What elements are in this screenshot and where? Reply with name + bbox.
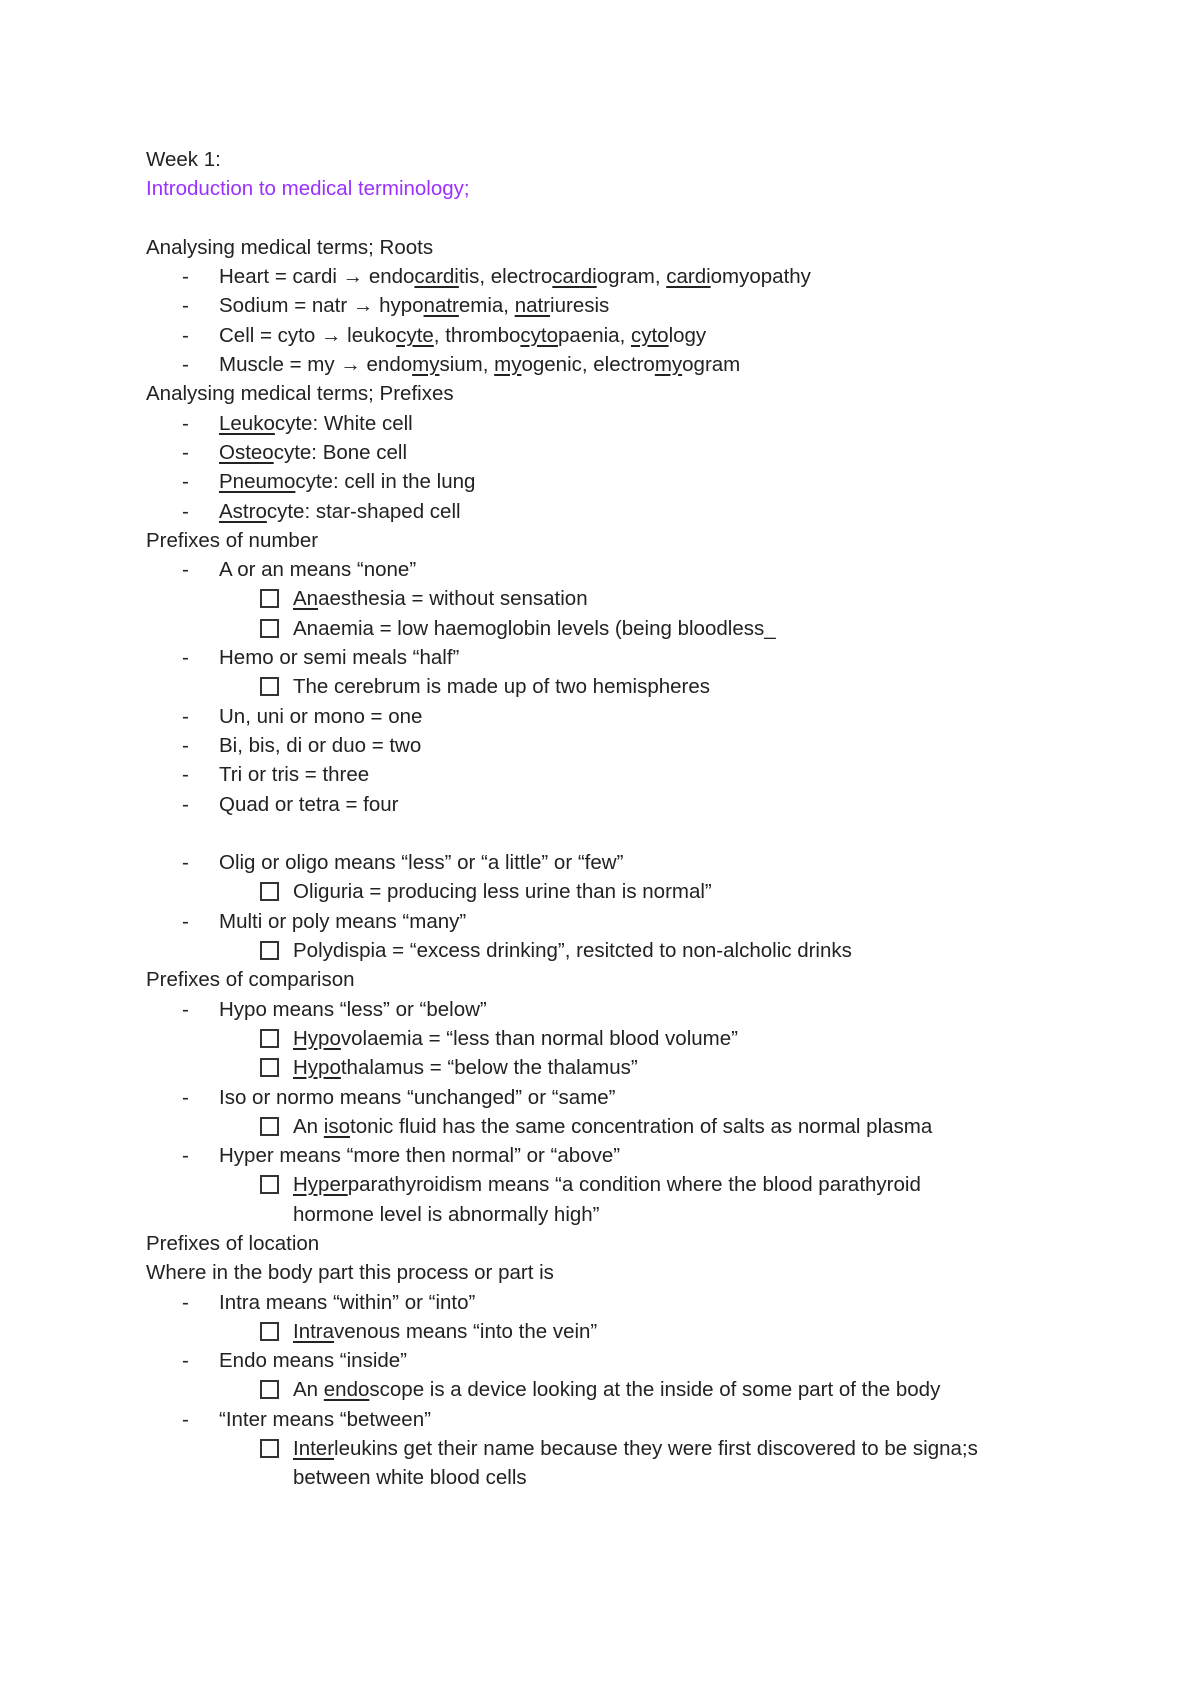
line-text: aesthesia = without sensation bbox=[318, 587, 588, 611]
underlined-term: Pneumo bbox=[219, 470, 296, 494]
checkbox-icon bbox=[260, 1380, 279, 1399]
underlined-term: Leuko bbox=[219, 411, 275, 435]
underlined-term: iso bbox=[323, 1114, 350, 1138]
bullet-item bbox=[146, 995, 1076, 1024]
page-subtitle bbox=[146, 174, 1076, 203]
dash-bullet-icon: - bbox=[182, 733, 189, 757]
line-text: Bi, bis, di or duo = two bbox=[219, 733, 422, 757]
line-text: parathyroidism means “a condition where the blood parathyroid bbox=[347, 1173, 921, 1197]
dash-bullet-icon: - bbox=[182, 353, 189, 377]
line-text: Heart = cardi → endo bbox=[219, 265, 415, 289]
line-text: tis, electro bbox=[458, 265, 553, 289]
dash-bullet-icon: - bbox=[182, 1085, 189, 1109]
checkbox-icon bbox=[260, 1117, 279, 1136]
line-text: paenia, bbox=[558, 323, 631, 347]
bullet-item bbox=[146, 321, 1076, 350]
dash-bullet-icon: - bbox=[182, 411, 189, 435]
line-text: Anaemia = low haemoglobin levels (being bloodless_ bbox=[293, 616, 776, 640]
underlined-term: my bbox=[412, 353, 440, 377]
bullet-item bbox=[146, 409, 1076, 438]
line-text: ogram, bbox=[596, 265, 667, 289]
line-text: Oliguria = producing less urine than is normal” bbox=[293, 880, 712, 904]
dash-bullet-icon: - bbox=[182, 763, 189, 787]
line-text: Where in the body part this process or part is bbox=[146, 1261, 554, 1285]
line-text: Un, uni or mono = one bbox=[219, 704, 423, 728]
heading-line bbox=[146, 965, 1076, 994]
underlined-term: Hypo bbox=[293, 1056, 341, 1080]
bullet-item bbox=[146, 438, 1076, 467]
dash-bullet-icon: - bbox=[182, 323, 189, 347]
line-text: Intra means “within” or “into” bbox=[219, 1290, 476, 1314]
bullet-item bbox=[146, 555, 1076, 584]
line-text: Endo means “inside” bbox=[219, 1349, 408, 1373]
dash-bullet-icon: - bbox=[182, 646, 189, 670]
bullet-item bbox=[146, 790, 1076, 819]
line-text: volaemia = “less than normal blood volume” bbox=[340, 1026, 738, 1050]
bullet-item bbox=[146, 1141, 1076, 1170]
bullet-item bbox=[146, 1405, 1076, 1434]
line-text: “Inter means “between” bbox=[219, 1407, 431, 1431]
dash-bullet-icon: - bbox=[182, 1349, 189, 1373]
checkbox-icon bbox=[260, 1029, 279, 1048]
line-text: Multi or poly means “many” bbox=[219, 909, 467, 933]
checkbox-item bbox=[146, 1170, 1076, 1199]
checkbox-item bbox=[146, 1375, 1076, 1404]
checkbox-item bbox=[146, 614, 1076, 643]
underlined-term: Hyper bbox=[293, 1173, 348, 1197]
dash-bullet-icon: - bbox=[182, 792, 189, 816]
line-text: Iso or normo means “unchanged” or “same” bbox=[219, 1085, 616, 1109]
line-text: Analysing medical terms; Roots bbox=[146, 235, 434, 259]
checkbox-icon bbox=[260, 1439, 279, 1458]
line-text: cyte: star-shaped cell bbox=[266, 499, 461, 523]
bullet-item bbox=[146, 350, 1076, 379]
bullet-item bbox=[146, 643, 1076, 672]
line-text: cyte: White cell bbox=[274, 411, 413, 435]
underlined-term: Inter bbox=[293, 1437, 335, 1461]
line-text: The cerebrum is made up of two hemispheres bbox=[293, 675, 711, 699]
line-text: Polydispia = “excess drinking”, resitcted to non-alcholic drinks bbox=[293, 939, 852, 963]
bullet-item bbox=[146, 731, 1076, 760]
bullet-item bbox=[146, 848, 1076, 877]
dash-bullet-icon: - bbox=[182, 499, 189, 523]
line-text: Prefixes of comparison bbox=[146, 968, 355, 992]
line-text: Hemo or semi meals “half” bbox=[219, 646, 460, 670]
dash-bullet-icon: - bbox=[182, 909, 189, 933]
bullet-item bbox=[146, 291, 1076, 320]
checkbox-icon bbox=[260, 1322, 279, 1341]
line-text: hormone level is abnormally high” bbox=[293, 1202, 600, 1226]
underlined-term: my bbox=[494, 353, 522, 377]
line-text: sium, bbox=[439, 353, 495, 377]
dash-bullet-icon: - bbox=[182, 470, 189, 494]
dash-bullet-icon: - bbox=[182, 265, 189, 289]
line-text: Week 1: bbox=[146, 148, 221, 171]
heading-line bbox=[146, 1229, 1076, 1258]
line-text: , thrombo bbox=[433, 323, 521, 347]
line-text: Analysing medical terms; Prefixes bbox=[146, 382, 454, 406]
underlined-term: natr bbox=[514, 294, 551, 318]
notes-body bbox=[146, 145, 1076, 1493]
checkbox-item bbox=[146, 1053, 1076, 1082]
heading-line bbox=[146, 526, 1076, 555]
dash-bullet-icon: - bbox=[182, 997, 189, 1021]
underlined-term: cardi bbox=[552, 265, 597, 289]
underlined-term: An bbox=[293, 587, 319, 611]
line-text: thalamus = “below the thalamus” bbox=[340, 1056, 638, 1080]
dash-bullet-icon: - bbox=[182, 558, 189, 582]
bullet-item bbox=[146, 1288, 1076, 1317]
blank-line bbox=[146, 819, 1076, 848]
line-text: cyte: Bone cell bbox=[273, 440, 408, 464]
underlined-term: cyto bbox=[520, 323, 559, 347]
dash-bullet-icon: - bbox=[182, 851, 189, 875]
checkbox-icon bbox=[260, 619, 279, 638]
page-title bbox=[146, 145, 1076, 174]
line-text: Introduction to medical terminology; bbox=[146, 177, 470, 201]
bullet-item bbox=[146, 497, 1076, 526]
continuation-line bbox=[146, 1200, 1076, 1229]
line-text: Hyper means “more then normal” or “above” bbox=[219, 1144, 621, 1168]
checkbox-item bbox=[146, 1317, 1076, 1346]
underlined-term: endo bbox=[323, 1378, 370, 1402]
heading-line bbox=[146, 379, 1076, 408]
dash-bullet-icon: - bbox=[182, 1290, 189, 1314]
line-text: Prefixes of number bbox=[146, 528, 319, 552]
line-text: leukins get their name because they were first discovered to be signa;s bbox=[334, 1437, 978, 1461]
blank-line bbox=[146, 204, 1076, 233]
checkbox-icon bbox=[260, 677, 279, 696]
dash-bullet-icon: - bbox=[182, 1144, 189, 1168]
bullet-item bbox=[146, 760, 1076, 789]
underlined-term: Hypo bbox=[293, 1026, 341, 1050]
line-text: logy bbox=[668, 323, 707, 347]
underlined-term: cyto bbox=[630, 323, 669, 347]
checkbox-item bbox=[146, 584, 1076, 613]
checkbox-item bbox=[146, 672, 1076, 701]
bullet-item bbox=[146, 467, 1076, 496]
line-text: A or an means “none” bbox=[219, 558, 417, 582]
checkbox-icon bbox=[260, 941, 279, 960]
line-text: scope is a device looking at the inside of some part of the body bbox=[369, 1378, 941, 1402]
line-text: Quad or tetra = four bbox=[219, 792, 399, 816]
dash-bullet-icon: - bbox=[182, 294, 189, 318]
line-text: Olig or oligo means “less” or “a little” or “few” bbox=[219, 851, 624, 875]
line-text: iuresis bbox=[550, 294, 610, 318]
line-text: Tri or tris = three bbox=[219, 763, 370, 787]
line-text: omyopathy bbox=[710, 265, 811, 289]
line-text: venous means “into the vein” bbox=[334, 1319, 598, 1343]
underlined-term: natr bbox=[423, 294, 459, 318]
bullet-item bbox=[146, 1083, 1076, 1112]
checkbox-icon bbox=[260, 882, 279, 901]
bullet-item bbox=[146, 1346, 1076, 1375]
dash-bullet-icon: - bbox=[182, 704, 189, 728]
checkbox-icon bbox=[260, 1175, 279, 1194]
line-text: Cell = cyto → leuko bbox=[219, 323, 397, 347]
continuation-line bbox=[146, 1463, 1076, 1492]
checkbox-item bbox=[146, 1434, 1076, 1463]
underlined-term: cardi bbox=[666, 265, 711, 289]
line-text: between white blood cells bbox=[293, 1466, 527, 1490]
underlined-term: my bbox=[654, 353, 683, 377]
checkbox-item bbox=[146, 1024, 1076, 1053]
line-text: Sodium = natr → hypo bbox=[219, 294, 424, 318]
dash-bullet-icon: - bbox=[182, 440, 189, 464]
bullet-item bbox=[146, 702, 1076, 731]
dash-bullet-icon: - bbox=[182, 1407, 189, 1431]
underlined-term: cardi bbox=[414, 265, 459, 289]
checkbox-item bbox=[146, 877, 1076, 906]
underlined-term: Intra bbox=[293, 1319, 335, 1343]
checkbox-icon bbox=[260, 589, 279, 608]
line-text: An bbox=[293, 1114, 324, 1138]
bullet-item bbox=[146, 262, 1076, 291]
line-text: Prefixes of location bbox=[146, 1231, 320, 1255]
bullet-item bbox=[146, 907, 1076, 936]
underlined-term: Osteo bbox=[219, 440, 274, 464]
heading-line bbox=[146, 233, 1076, 262]
line-text: ogram bbox=[682, 353, 741, 377]
line-text: emia, bbox=[458, 294, 515, 318]
checkbox-icon bbox=[260, 1058, 279, 1077]
line-text: An bbox=[293, 1378, 324, 1402]
heading-line bbox=[146, 1258, 1076, 1287]
line-text: ogenic, electro bbox=[521, 353, 655, 377]
checkbox-item bbox=[146, 1112, 1076, 1141]
underlined-term: cyte bbox=[396, 323, 434, 347]
line-text: Muscle = my → endo bbox=[219, 353, 413, 377]
checkbox-item bbox=[146, 936, 1076, 965]
line-text: cyte: cell in the lung bbox=[295, 470, 476, 494]
line-text: tonic fluid has the same concentration of salts as normal plasma bbox=[350, 1114, 933, 1138]
underlined-term: Astro bbox=[219, 499, 267, 523]
line-text: Hypo means “less” or “below” bbox=[219, 997, 487, 1021]
